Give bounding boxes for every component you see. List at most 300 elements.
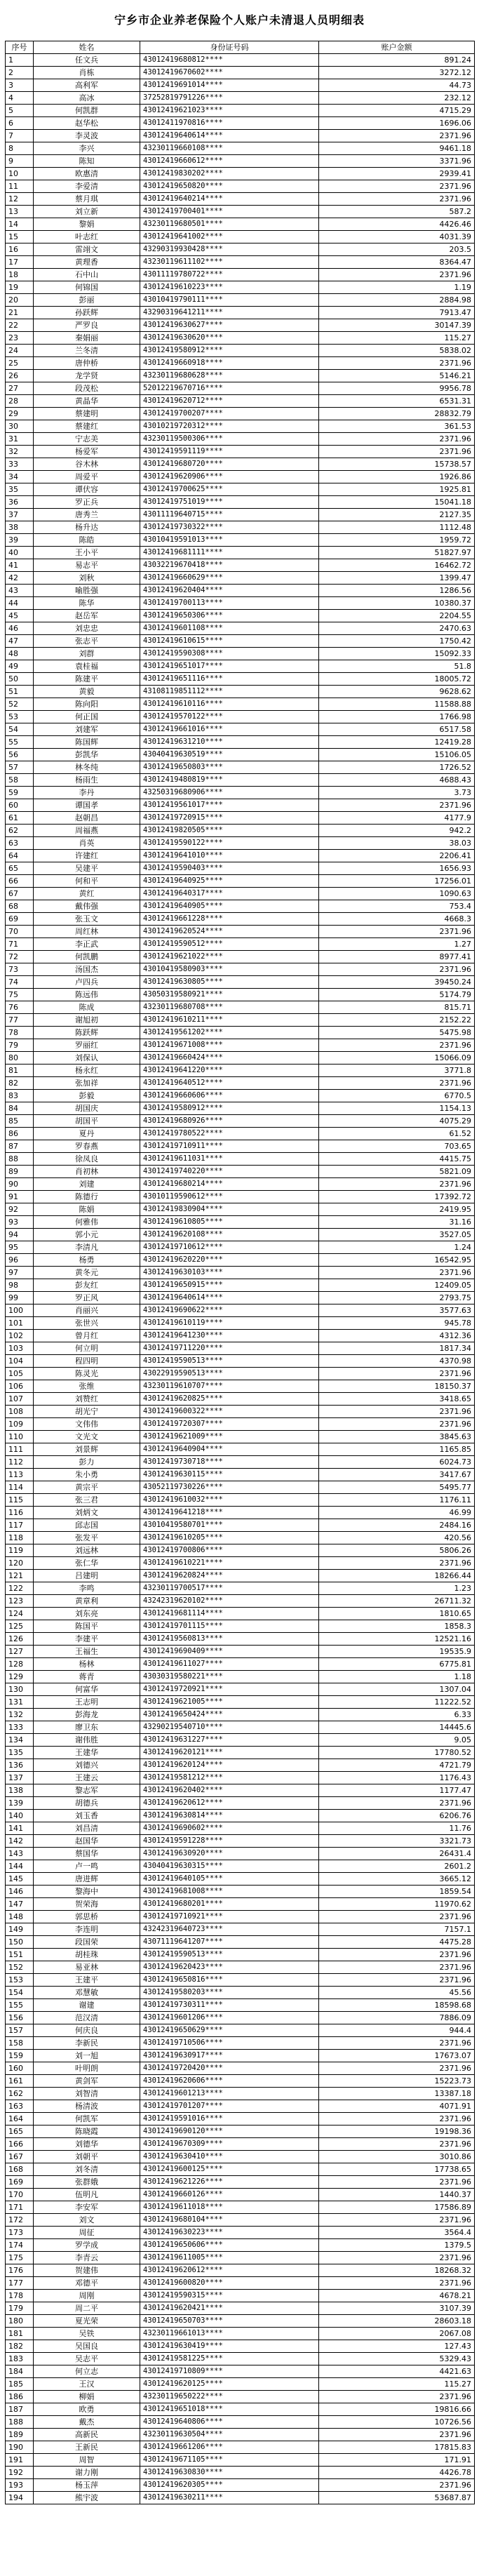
table-row: [6, 1481, 475, 1494]
account-amount: 2371.96: [319, 2176, 475, 2189]
row-index: 87: [6, 1140, 34, 1153]
account-amount: 1112.48: [319, 521, 475, 534]
table-row: [6, 357, 475, 370]
row-index: 24: [6, 345, 34, 357]
row-index: 99: [6, 1292, 34, 1304]
row-index: 174: [6, 2239, 34, 2252]
table-row: [6, 433, 475, 446]
id-number: 43012419640905****: [140, 900, 319, 913]
table-row: [6, 1759, 475, 1772]
id-number: 43030319580221****: [140, 1671, 319, 1683]
table-row: [6, 635, 475, 648]
row-index: 53: [6, 711, 34, 723]
id-number: 43012419610116****: [140, 698, 319, 711]
account-amount: 44.73: [319, 79, 475, 92]
table-row: [6, 193, 475, 206]
id-number: 43012419650703****: [140, 2315, 319, 2328]
account-amount: 2371.96: [319, 2113, 475, 2125]
person-name: 周二平: [34, 2302, 140, 2315]
account-amount: 4715.29: [319, 105, 475, 117]
table-row: [6, 1317, 475, 1330]
row-index: 133: [6, 1721, 34, 1734]
id-number: 43012419640317****: [140, 888, 319, 900]
table-row: [6, 1936, 475, 1949]
row-index: 105: [6, 1368, 34, 1380]
table-row: [6, 420, 475, 433]
person-name: 黄冬元: [34, 1267, 140, 1279]
id-number: 43012419630830****: [140, 2467, 319, 2479]
table-row: [6, 2176, 475, 2189]
person-name: 李新民: [34, 2037, 140, 2050]
account-amount: 6.33: [319, 1709, 475, 1721]
person-name: 刘玉香: [34, 1810, 140, 1822]
row-index: 187: [6, 2403, 34, 2416]
id-number: 43012419640806****: [140, 2416, 319, 2429]
table-row: [6, 1747, 475, 1759]
person-name: 张发平: [34, 1532, 140, 1544]
account-amount: 11.76: [319, 1822, 475, 1835]
account-amount: 945.78: [319, 1317, 475, 1330]
id-number: 43012419730311****: [140, 1999, 319, 2012]
table-row: [6, 395, 475, 408]
person-name: 文光文: [34, 1431, 140, 1443]
account-amount: 4370.98: [319, 1355, 475, 1368]
row-index: 123: [6, 1595, 34, 1608]
account-amount: 11588.88: [319, 698, 475, 711]
table-row: [6, 1128, 475, 1140]
row-index: 177: [6, 2277, 34, 2290]
id-number: 43012419601206****: [140, 2012, 319, 2024]
person-name: 黄理香: [34, 256, 140, 269]
person-name: 喻胜强: [34, 585, 140, 597]
id-number: 43012419640512****: [140, 1077, 319, 1090]
person-name: 罗春燕: [34, 1140, 140, 1153]
account-amount: 11970.62: [319, 1898, 475, 1911]
id-number: 43012419680926****: [140, 1115, 319, 1128]
row-index: 57: [6, 761, 34, 774]
account-amount: 3564.4: [319, 2227, 475, 2239]
person-name: 吴建平: [34, 862, 140, 875]
person-name: 邓慧敏: [34, 1987, 140, 1999]
person-name: 柳娟: [34, 2391, 140, 2403]
table-row: [6, 281, 475, 294]
row-index: 14: [6, 218, 34, 231]
account-amount: 2371.96: [319, 1911, 475, 1923]
account-amount: 9.05: [319, 1734, 475, 1747]
row-index: 163: [6, 2100, 34, 2113]
id-number: 43012419650606****: [140, 2239, 319, 2252]
table-row: [6, 1709, 475, 1721]
table-row: [6, 673, 475, 686]
id-number: 43012419630115****: [140, 1469, 319, 1481]
id-number: 43012419640614****: [140, 1292, 319, 1304]
id-number: 43012419580912****: [140, 345, 319, 357]
id-number: 43012419621005****: [140, 1696, 319, 1709]
person-name: 张世兴: [34, 1317, 140, 1330]
person-name: 刘立新: [34, 206, 140, 218]
id-number: 43012419631210****: [140, 736, 319, 749]
row-index: 74: [6, 976, 34, 989]
account-amount: 3.73: [319, 787, 475, 799]
row-index: 60: [6, 799, 34, 812]
account-amount: 15106.05: [319, 749, 475, 761]
person-name: 杨升达: [34, 521, 140, 534]
account-amount: 15041.18: [319, 496, 475, 509]
person-name: 谭伏容: [34, 483, 140, 496]
person-name: 高利军: [34, 79, 140, 92]
id-number: 43012419681008****: [140, 1886, 319, 1898]
person-name: 周刚: [34, 2290, 140, 2302]
person-name: 林冬纯: [34, 761, 140, 774]
row-index: 164: [6, 2113, 34, 2125]
row-index: 90: [6, 1178, 34, 1191]
row-index: 107: [6, 1393, 34, 1406]
account-amount: 5475.98: [319, 1027, 475, 1039]
account-amount: 15066.09: [319, 1052, 475, 1065]
row-index: 156: [6, 2012, 34, 2024]
id-number: 43012419630419****: [140, 2340, 319, 2353]
id-number: 43012419661228****: [140, 913, 319, 926]
person-name: 刘文: [34, 2214, 140, 2227]
row-index: 41: [6, 559, 34, 572]
table-row: [6, 1027, 475, 1039]
person-name: 彭凯华: [34, 749, 140, 761]
table-row: [6, 850, 475, 862]
row-index: 34: [6, 471, 34, 483]
table-row: [6, 1191, 475, 1203]
id-number: 43012419590308****: [140, 648, 319, 660]
person-name: 吴志平: [34, 2353, 140, 2365]
id-number: 43012419640214****: [140, 193, 319, 206]
row-index: 134: [6, 1734, 34, 1747]
account-amount: 3321.73: [319, 1835, 475, 1848]
id-number: 43012419611005****: [140, 2252, 319, 2264]
id-number: 43012419630410****: [140, 2151, 319, 2163]
account-amount: 2371.96: [319, 2252, 475, 2264]
person-name: 陈知: [34, 155, 140, 168]
table-row: [6, 2340, 475, 2353]
account-amount: 2204.55: [319, 610, 475, 622]
row-index: 19: [6, 281, 34, 294]
id-number: 43012419580912****: [140, 1102, 319, 1115]
account-amount: 2371.96: [319, 1797, 475, 1810]
person-name: 周智: [34, 2454, 140, 2467]
person-name: 范汉清: [34, 2012, 140, 2024]
table-row: [6, 1544, 475, 1557]
account-amount: 12409.05: [319, 1279, 475, 1292]
table-row: [6, 1532, 475, 1544]
id-number: 43012419720307****: [140, 1418, 319, 1431]
row-index: 71: [6, 938, 34, 951]
table-row: [6, 1721, 475, 1734]
table-row: [6, 1229, 475, 1241]
table-row: [6, 2328, 475, 2340]
row-index: 136: [6, 1759, 34, 1772]
person-name: 杨勇: [34, 1254, 140, 1267]
table-row: [6, 1342, 475, 1355]
table-row: [6, 963, 475, 976]
id-number: 43010419580903****: [140, 963, 319, 976]
table-row: [6, 1241, 475, 1254]
person-name: 吴铁: [34, 2328, 140, 2340]
row-index: 172: [6, 2214, 34, 2227]
row-index: 62: [6, 825, 34, 837]
account-amount: 420.56: [319, 1532, 475, 1544]
account-amount: 3845.63: [319, 1431, 475, 1443]
person-name: 汤国杰: [34, 963, 140, 976]
account-amount: 8977.41: [319, 951, 475, 963]
person-name: 罗正风: [34, 1292, 140, 1304]
person-name: 刘炳文: [34, 1507, 140, 1519]
person-name: 何立明: [34, 1342, 140, 1355]
row-index: 141: [6, 1822, 34, 1835]
row-index: 126: [6, 1633, 34, 1646]
account-amount: 1154.13: [319, 1102, 475, 1115]
id-number: 43012419640105****: [140, 1873, 319, 1886]
person-name: 张加祥: [34, 1077, 140, 1090]
row-index: 127: [6, 1646, 34, 1658]
row-index: 129: [6, 1671, 34, 1683]
table-row: [6, 1216, 475, 1229]
id-number: 43012419690120****: [140, 2125, 319, 2138]
id-number: 43012419651017****: [140, 660, 319, 673]
table-row: [6, 1557, 475, 1570]
table-row: [6, 1582, 475, 1595]
person-name: 邓德平: [34, 2277, 140, 2290]
account-amount: 3418.65: [319, 1393, 475, 1406]
row-index: 84: [6, 1102, 34, 1115]
row-index: 79: [6, 1039, 34, 1052]
person-name: 程四明: [34, 1355, 140, 1368]
account-amount: 2470.63: [319, 622, 475, 635]
person-name: 邱志国: [34, 1519, 140, 1532]
row-index: 151: [6, 1949, 34, 1961]
person-name: 伍明凡: [34, 2189, 140, 2201]
table-row: [6, 1039, 475, 1052]
row-index: 102: [6, 1330, 34, 1342]
table-row: [6, 1077, 475, 1090]
person-name: 刘昌清: [34, 1822, 140, 1835]
account-amount: 2371.96: [319, 1178, 475, 1191]
row-index: 175: [6, 2252, 34, 2264]
id-number: 43012419710911****: [140, 1140, 319, 1153]
account-amount: 1726.52: [319, 761, 475, 774]
id-number: 43012419680812****: [140, 54, 319, 67]
table-row: [6, 1507, 475, 1519]
person-name: 黎海中: [34, 1886, 140, 1898]
account-amount: 3577.63: [319, 1304, 475, 1317]
row-index: 119: [6, 1544, 34, 1557]
person-name: 刘建: [34, 1178, 140, 1191]
id-number: 43012419601108****: [140, 622, 319, 635]
row-index: 48: [6, 648, 34, 660]
table-row: [6, 54, 475, 67]
row-index: 18: [6, 269, 34, 281]
id-number: 43012419611018****: [140, 2201, 319, 2214]
account-amount: 2371.96: [319, 1961, 475, 1974]
person-name: 陈国平: [34, 1620, 140, 1633]
account-amount: 2371.96: [319, 1077, 475, 1090]
id-number: 43012419480819****: [140, 774, 319, 787]
table-row: [6, 382, 475, 395]
account-amount: 17673.07: [319, 2050, 475, 2062]
row-index: 142: [6, 1835, 34, 1848]
account-amount: 1926.86: [319, 471, 475, 483]
row-index: 153: [6, 1974, 34, 1987]
account-amount: 4721.79: [319, 1759, 475, 1772]
account-amount: 1817.34: [319, 1342, 475, 1355]
person-name: 刘保认: [34, 1052, 140, 1065]
row-index: 21: [6, 307, 34, 319]
account-amount: 11222.52: [319, 1696, 475, 1709]
id-number: 43012419661206****: [140, 2441, 319, 2454]
id-number: 43010419591013****: [140, 534, 319, 547]
id-number: 43022919590513****: [140, 1368, 319, 1380]
table-row: [6, 332, 475, 345]
account-amount: 4075.29: [319, 1115, 475, 1128]
id-number: 43012419740220****: [140, 1166, 319, 1178]
person-name: 黄章利: [34, 1595, 140, 1608]
id-number: 43012419591228****: [140, 1835, 319, 1848]
account-amount: 7886.09: [319, 2012, 475, 2024]
row-index: 83: [6, 1090, 34, 1102]
person-name: 李正武: [34, 938, 140, 951]
row-index: 43: [6, 585, 34, 597]
account-amount: 38.03: [319, 837, 475, 850]
account-amount: 18268.32: [319, 2264, 475, 2277]
id-number: 43012411970816****: [140, 117, 319, 130]
account-amount: 53687.87: [319, 2492, 475, 2504]
table-row: [6, 1999, 475, 2012]
account-amount: 9956.78: [319, 382, 475, 395]
table-row: [6, 2062, 475, 2075]
id-number: 43012419680720****: [140, 458, 319, 471]
person-name: 何富华: [34, 1683, 140, 1696]
person-name: 王福生: [34, 1646, 140, 1658]
person-name: 胡国庆: [34, 1102, 140, 1115]
person-name: 何凯群: [34, 105, 140, 117]
account-amount: 2371.96: [319, 269, 475, 281]
id-number: 43012419631227****: [140, 1734, 319, 1747]
row-index: 8: [6, 142, 34, 155]
account-amount: 9628.62: [319, 686, 475, 698]
account-amount: 3417.67: [319, 1469, 475, 1481]
person-name: 张维: [34, 1380, 140, 1393]
table-row: [6, 2290, 475, 2302]
row-index: 80: [6, 1052, 34, 1065]
person-name: 刘一旭: [34, 2050, 140, 2062]
person-name: 欧勇: [34, 2403, 140, 2416]
id-number: 43012419700806****: [140, 1544, 319, 1557]
row-index: 76: [6, 1001, 34, 1014]
person-name: 易亚林: [34, 1961, 140, 1974]
account-amount: 2371.96: [319, 926, 475, 938]
person-name: 郭思桥: [34, 1911, 140, 1923]
row-index: 23: [6, 332, 34, 345]
account-amount: 2371.96: [319, 2429, 475, 2441]
person-name: 张仁华: [34, 1557, 140, 1570]
id-number: 43012419681111****: [140, 547, 319, 559]
table-row: [6, 307, 475, 319]
id-number: 43012419600125****: [140, 2163, 319, 2176]
table-row: [6, 496, 475, 509]
id-number: 43012419660126****: [140, 2189, 319, 2201]
person-name: 秦娟丽: [34, 332, 140, 345]
row-index: 51: [6, 686, 34, 698]
table-row: [6, 597, 475, 610]
person-name: 何雅伟: [34, 1216, 140, 1229]
row-index: 168: [6, 2163, 34, 2176]
account-amount: 4668.3: [319, 913, 475, 926]
row-index: 183: [6, 2353, 34, 2365]
person-name: 刘德兴: [34, 1759, 140, 1772]
row-index: 69: [6, 913, 34, 926]
id-number: 43012419591016****: [140, 2113, 319, 2125]
account-amount: 1176.11: [319, 1494, 475, 1507]
account-amount: 13387.18: [319, 2088, 475, 2100]
row-index: 65: [6, 862, 34, 875]
row-index: 167: [6, 2151, 34, 2163]
row-index: 104: [6, 1355, 34, 1368]
table-row: [6, 1911, 475, 1923]
account-amount: 1.18: [319, 1671, 475, 1683]
person-name: 赵岳军: [34, 610, 140, 622]
table-row: [6, 825, 475, 837]
row-index: 13: [6, 206, 34, 218]
person-name: 蒋青: [34, 1671, 140, 1683]
account-amount: 2419.95: [319, 1203, 475, 1216]
table-header: [6, 41, 475, 54]
account-amount: 5146.21: [319, 370, 475, 382]
person-name: 蔡国华: [34, 1848, 140, 1860]
row-index: 22: [6, 319, 34, 332]
account-amount: 3272.12: [319, 67, 475, 79]
account-amount: 815.71: [319, 1001, 475, 1014]
person-name: 彭力: [34, 1456, 140, 1469]
id-number: 43040419630519****: [140, 749, 319, 761]
table-row: [6, 2353, 475, 2365]
row-index: 59: [6, 787, 34, 799]
row-index: 100: [6, 1304, 34, 1317]
id-number: 43012419630805****: [140, 976, 319, 989]
person-name: 谭国孝: [34, 799, 140, 812]
row-index: 28: [6, 395, 34, 408]
person-name: 陈成: [34, 1001, 140, 1014]
table-row: [6, 155, 475, 168]
account-amount: 1750.42: [319, 635, 475, 648]
row-index: 182: [6, 2340, 34, 2353]
table-row: [6, 180, 475, 193]
id-number: 43012419660424****: [140, 1052, 319, 1065]
table-row: [6, 951, 475, 963]
id-number: 43012419650306****: [140, 610, 319, 622]
table-row: [6, 206, 475, 218]
table-row: [6, 1090, 475, 1102]
table-row: [6, 1267, 475, 1279]
person-name: 段国荣: [34, 1936, 140, 1949]
table-row: [6, 1633, 475, 1646]
person-name: 李青云: [34, 2252, 140, 2264]
person-name: 严罗良: [34, 319, 140, 332]
table-row: [6, 1949, 475, 1961]
table-row: [6, 2479, 475, 2492]
account-amount: 1959.72: [319, 534, 475, 547]
person-name: 周征: [34, 2227, 140, 2239]
table-row: [6, 142, 475, 155]
row-index: 68: [6, 900, 34, 913]
account-amount: 4421.63: [319, 2365, 475, 2378]
person-name: 杨清波: [34, 2100, 140, 2113]
